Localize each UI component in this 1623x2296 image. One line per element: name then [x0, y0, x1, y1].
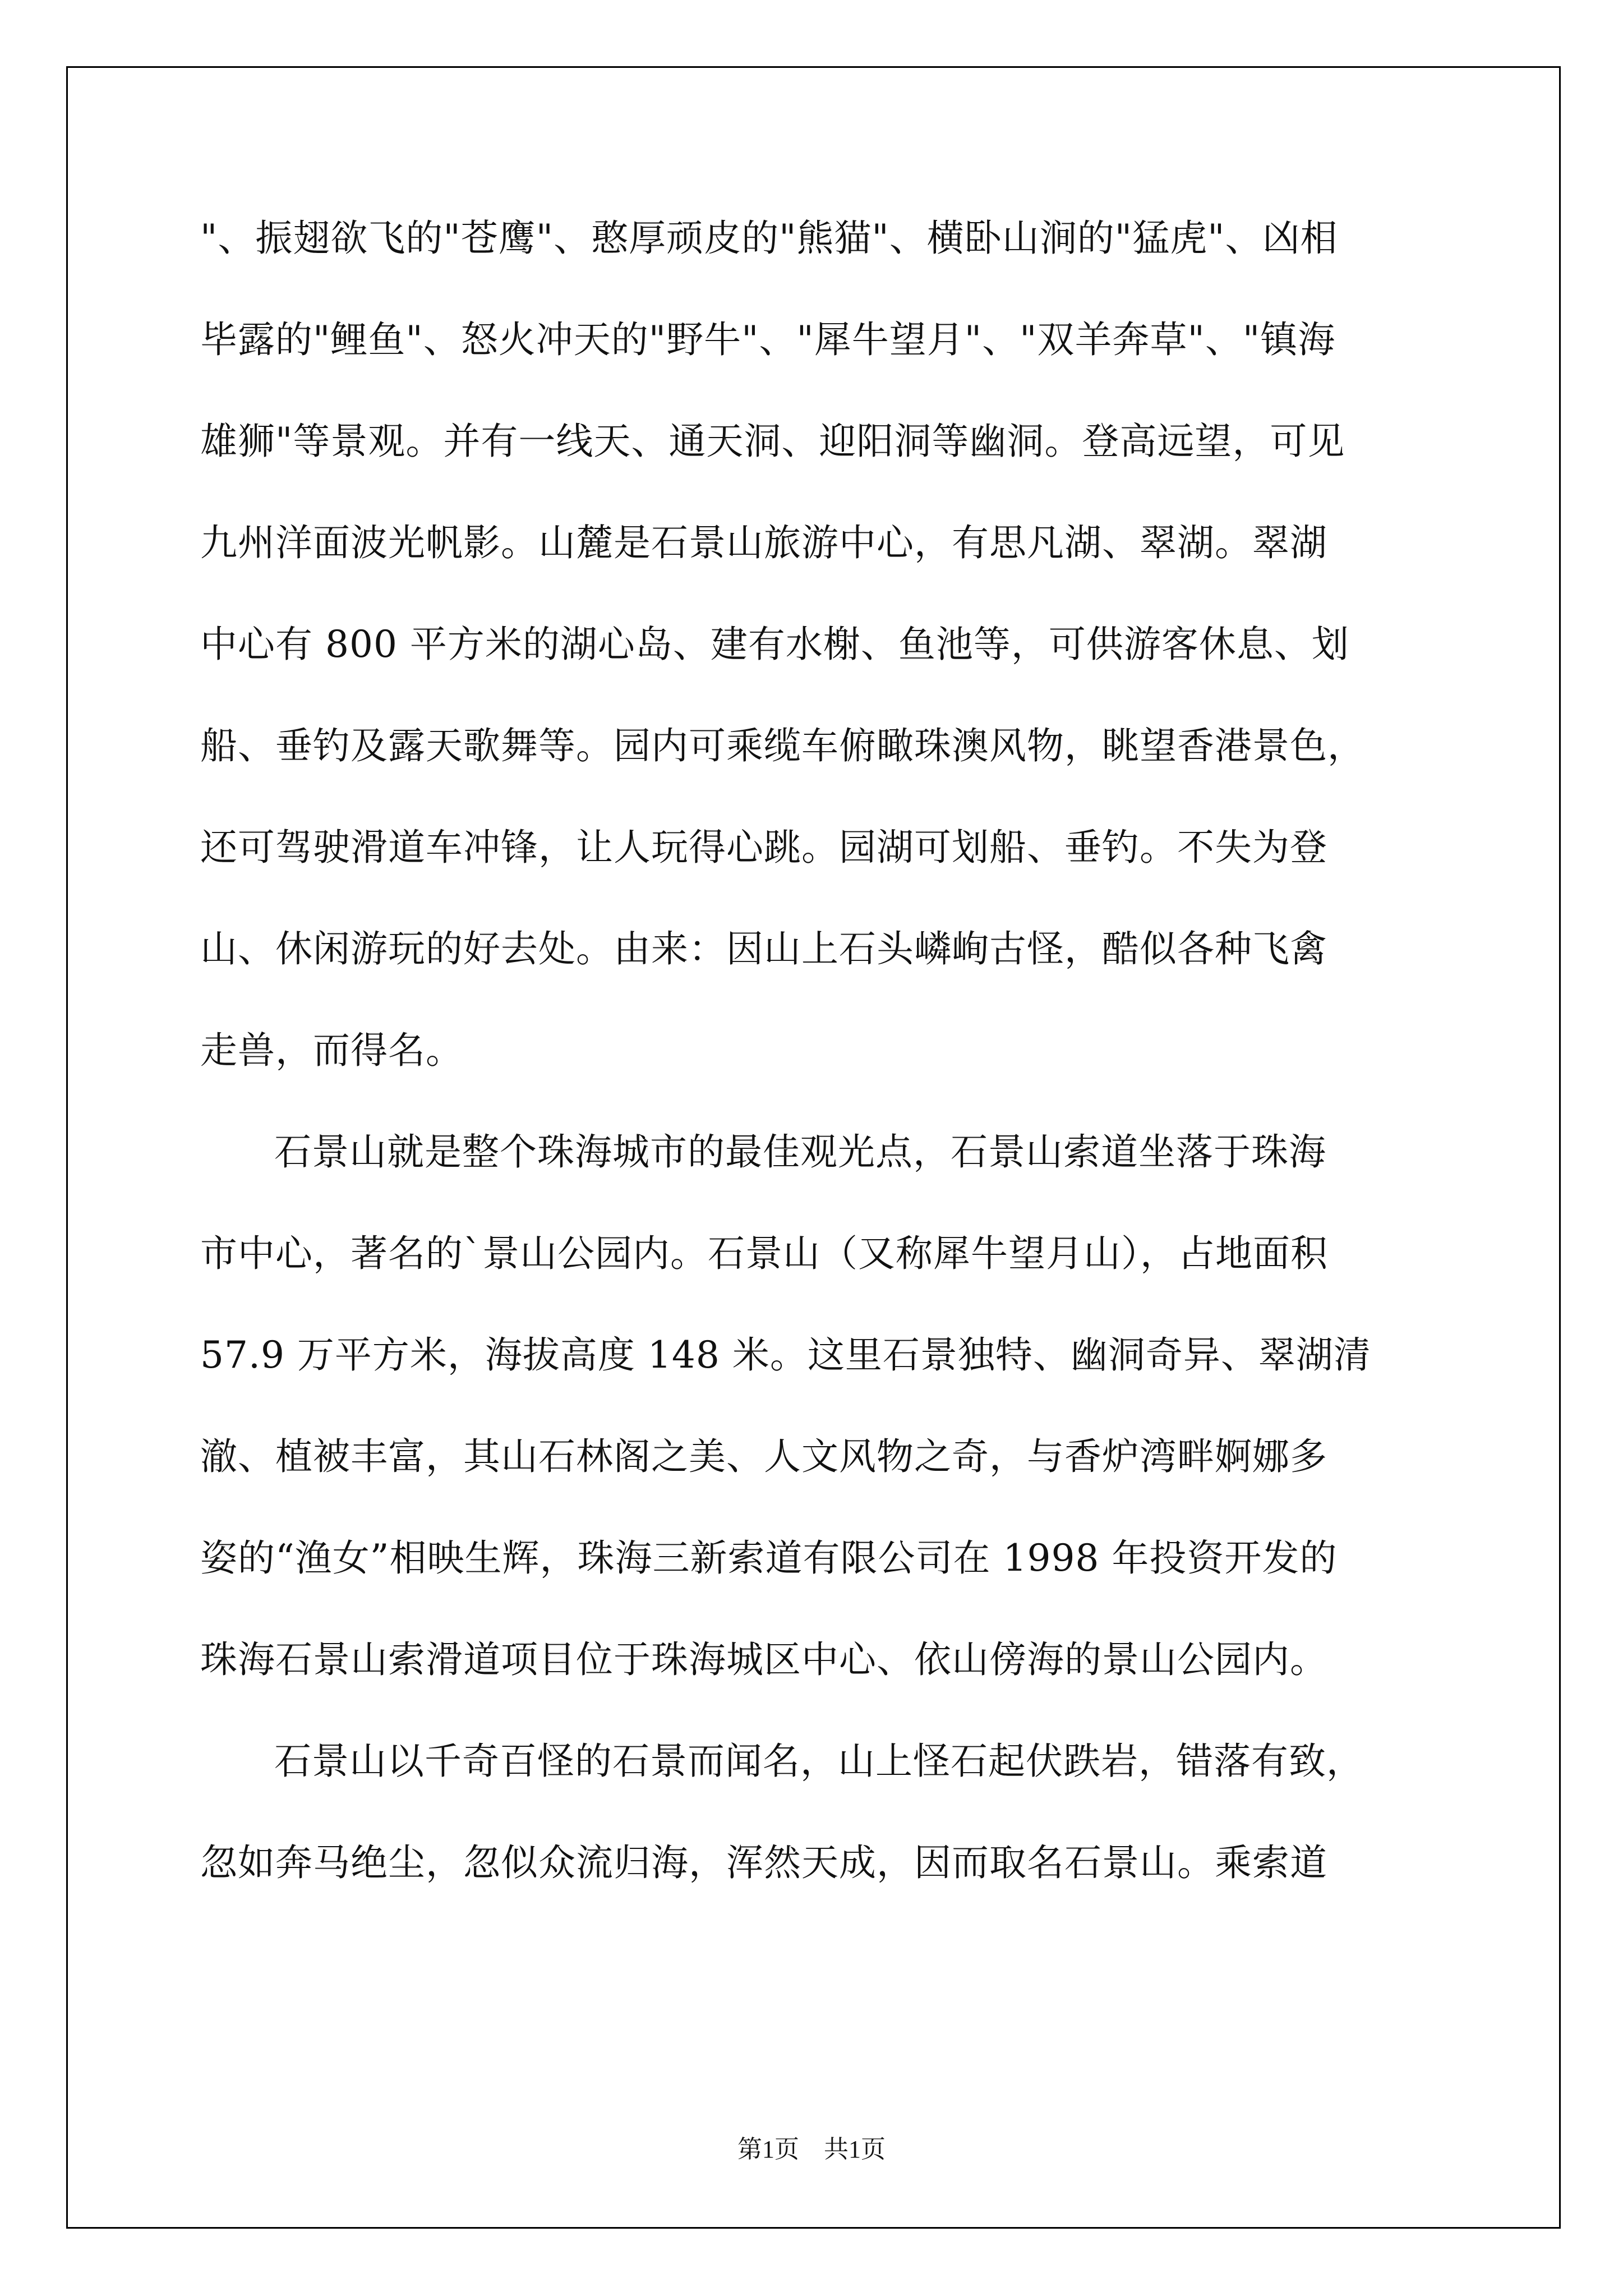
text-line: 山、休闲游玩的好去处。由来：因山上石头嶙峋古怪，酷似各种飞禽 [200, 927, 1327, 970]
document-body [200, 213, 1434, 1939]
text-line: 市中心，著名的`景山公园内。石景山（又称犀牛望月山），占地面积 [200, 1232, 1328, 1275]
paragraph-first-line: 石景山就是整个珠海城市的最佳观光点，石景山索道坐落于珠海 [274, 1130, 1326, 1174]
text-line: 57.9 万平方米，海拔高度 148 米。这里石景独特、幽洞奇异、翠湖清 [200, 1333, 1371, 1377]
text-line: 九州洋面波光帆影。山麓是石景山旅游中心，有思凡湖、翠湖。翠湖 [200, 521, 1327, 564]
text-line: "、振翅欲飞的"苍鹰"、憨厚顽皮的"熊猫"、横卧山涧的"猛虎"、凶相 [200, 217, 1338, 260]
text-line: 雄狮"等景观。并有一线天、通天洞、迎阳洞等幽洞。登高远望，可见 [200, 420, 1345, 463]
text-line: 中心有 800 平方米的湖心岛、建有水榭、鱼池等，可供游客休息、划 [200, 623, 1349, 666]
paragraph-first-line: 石景山以千奇百怪的石景而闻名，山上怪石起伏跌岩，错落有致， [274, 1740, 1364, 1783]
text-line: 珠海石景山索滑道项目位于珠海城区中心、依山傍海的景山公园内。 [200, 1638, 1327, 1681]
text-line: 走兽，而得名。 [200, 1029, 463, 1072]
text-line: 忽如奔马绝尘，忽似众流归海，浑然天成，因而取名石景山。乘索道 [200, 1841, 1327, 1884]
text-line: 还可驾驶滑道车冲锋，让人玩得心跳。园湖可划船、垂钓。不失为登 [200, 826, 1327, 869]
text-line: 澈、植被丰富，其山石林阁之美、人文风物之奇，与香炉湾畔婀娜多 [200, 1435, 1327, 1478]
text-line: 毕露的"鲤鱼"、怒火冲天的"野牛"、"犀牛望月"、"双羊奔草"、"镇海 [200, 318, 1336, 361]
page-number-footer: 第1页 共1页 [737, 2136, 886, 2163]
text-line: 姿的“渔女”相映生辉，珠海三新索道有限公司在 1998 年投资开发的 [200, 1536, 1338, 1580]
text-line: 船、垂钓及露天歌舞等。园内可乘缆车俯瞰珠澳风物，眺望香港景色， [200, 724, 1365, 767]
